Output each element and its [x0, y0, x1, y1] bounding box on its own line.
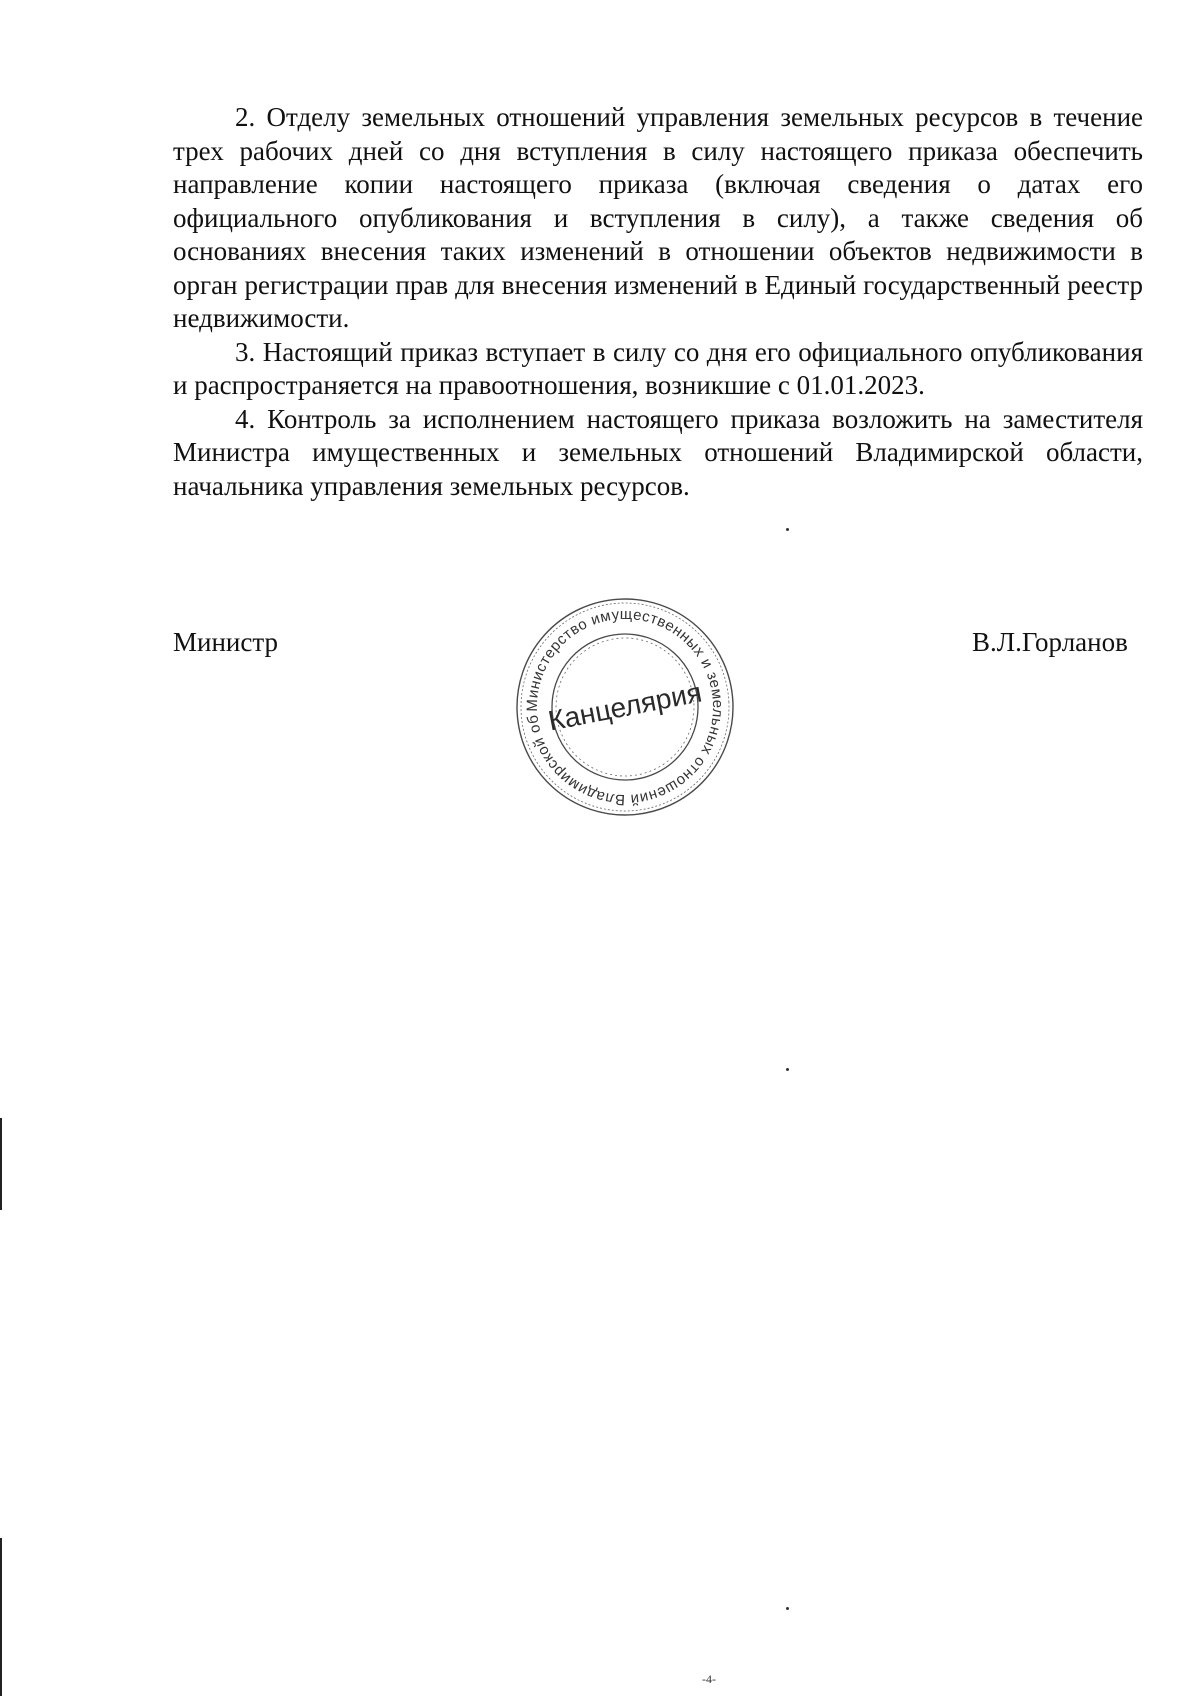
- paragraph-3: 3. Настоящий приказ вступает в силу со дня его официального опубликования и распространяется на правоотношения, возникшие с 01.01.2023.: [173, 336, 1143, 400]
- scan-edge-line-upper: [0, 1118, 2, 1210]
- signature-name: В.Л.Горланов: [972, 627, 1128, 657]
- scan-speck: [786, 528, 789, 531]
- scan-speck: [786, 1068, 789, 1071]
- document-body: [173, 101, 1143, 503]
- stamp-ring-text: Министерство имущественных и земельных отношений Владимирской области: [523, 605, 727, 809]
- page-number: -4-: [702, 1672, 716, 1686]
- scan-edge-line-lower: [0, 1538, 2, 1696]
- signature-title: Министр: [173, 627, 278, 657]
- office-stamp: [510, 592, 740, 822]
- scan-speck: [786, 1607, 789, 1610]
- stamp-center-text: Канцелярия: [545, 676, 705, 737]
- paragraph-2: 2. Отделу земельных отношений управления земельных ресурсов в течение трех рабочих дней со дня вступления в силу настоящего приказа обеспечить направление копии настоящего приказа (включая сведения о датах его официального опубликования и вступления в силу), а также сведения об основаниях внесения таких изменений в отношении объектов недвижимости в орган регистрации прав для внесения изменений в Единый государственный реестр недвижимости.: [173, 102, 1143, 333]
- paragraph-4: 4. Контроль за исполнением настоящего приказа возложить на заместителя Министра имущественных и земельных отношений Владимирской области, начальника управления земельных ресурсов.: [173, 403, 1143, 501]
